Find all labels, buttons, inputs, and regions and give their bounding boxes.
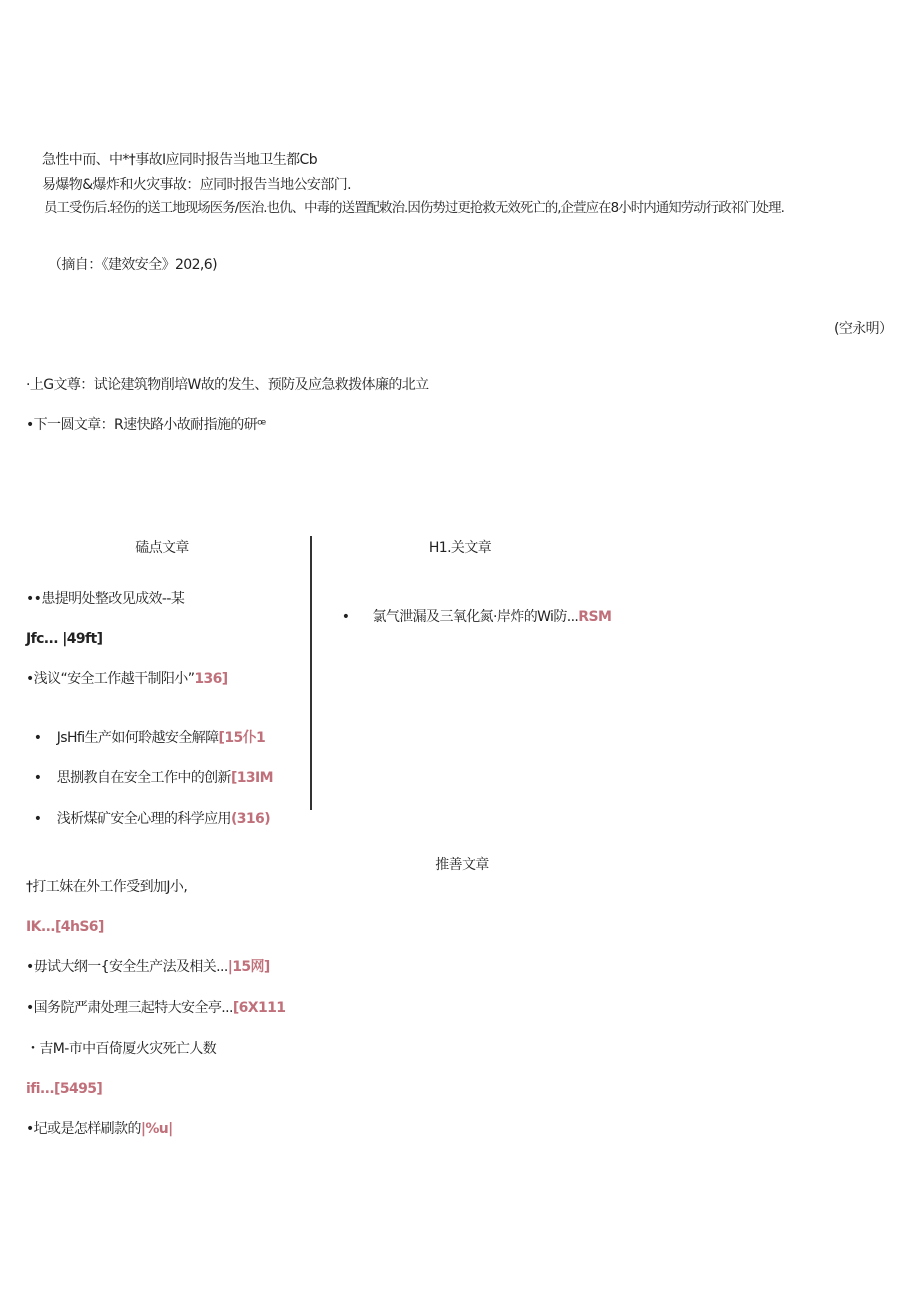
hot-article-link[interactable] (26, 630, 102, 648)
hot-article-link[interactable] (26, 711, 265, 747)
hot-article-title: Jfc... (26, 631, 58, 647)
recommended-article-link[interactable] (26, 999, 285, 1017)
article-paragraph-2: 易爆物&爆炸和火灾事故：应同时报告当地公安部门. (42, 177, 351, 193)
hot-article-link[interactable] (26, 590, 184, 608)
recommended-article-link[interactable] (26, 878, 187, 896)
hot-article-count: (316) (230, 811, 270, 827)
recommended-article-count: ifi...[5495] (26, 1081, 103, 1097)
recommended-article-title: †打工妹在外工作受到加J小, (26, 879, 188, 895)
hot-articles-heading: 磕点文章 (135, 540, 189, 556)
hot-article-count: [13IM (230, 770, 273, 786)
next-article-link[interactable]: •下一圆文章：R速快路小故耐指施的研ꟹ (26, 417, 266, 433)
related-article-count: RSM (578, 609, 612, 625)
hot-article-count: 136] (194, 671, 228, 687)
hot-article-link[interactable] (26, 670, 228, 688)
related-article-title: • 氯气泄漏及三氧化氮·岸炸的Wi防... (341, 609, 579, 625)
recommended-article-count: IK...[4hS6] (26, 919, 104, 935)
recommended-article-link[interactable] (26, 918, 104, 936)
recommended-article-count: [6X111 (232, 1000, 286, 1016)
recommended-article-title: ・吉M-市中百倚厦火灾死亡人数 (26, 1041, 217, 1057)
recommended-article-link[interactable] (26, 1120, 173, 1138)
recommended-article-count: |15网] (227, 959, 270, 975)
hot-article-title: ••患提明处整改见成效--某 (26, 591, 185, 607)
hot-article-title: • 思捌教自在安全工作中的创新 (33, 770, 231, 786)
hot-article-link[interactable] (26, 792, 270, 828)
article-paragraph-1: 急性中而、中*†事故I应同时报告当地卫生都Cb (42, 152, 317, 168)
prev-article-link[interactable]: ·上G文尊：试论建筑物削培W故的发生、预防及应急救拨体廉的北立 (26, 377, 429, 393)
recommended-article-count: |%u| (140, 1121, 173, 1137)
article-source: （摘自：《建效安全》202,6) (48, 257, 217, 273)
recommended-article-title: •圮或是怎样刷款的 (26, 1121, 141, 1137)
recommended-article-title: •国务院严肃处理三起特大安全亭... (26, 1000, 233, 1016)
article-paragraph-3: 员工受伤后.轻伤的送工地现场医务/医治.也仇、中毒的送置配敕治.因伤势过更抢救无效死亡的,企萱应在8小时内通知劳动行政祁门处理. (44, 201, 784, 216)
recommended-article-link[interactable] (26, 1040, 216, 1058)
hot-article-count: [15仆1 (218, 730, 266, 746)
hot-article-title: •浅议“安全工作越干制阳小” (26, 671, 195, 687)
hot-article-title: • JsHfi生产如何聆越安全解障 (33, 730, 219, 746)
article-author: (空永明） (834, 321, 893, 337)
column-divider (310, 536, 312, 810)
hot-article-title: • 浅析煤矿安全心理的科学应用 (33, 811, 231, 827)
recommended-article-link[interactable] (26, 1080, 102, 1098)
recommended-articles-heading: 推善文章 (435, 857, 489, 873)
related-articles-heading: H1.关文章 (428, 540, 492, 556)
hot-article-link[interactable] (26, 751, 273, 787)
recommended-article-title: •毋试大纲一{安全生产法及相关... (26, 959, 228, 975)
recommended-article-link[interactable] (26, 958, 270, 976)
hot-article-count: |49ft] (62, 631, 103, 647)
related-article-link[interactable] (334, 590, 611, 626)
